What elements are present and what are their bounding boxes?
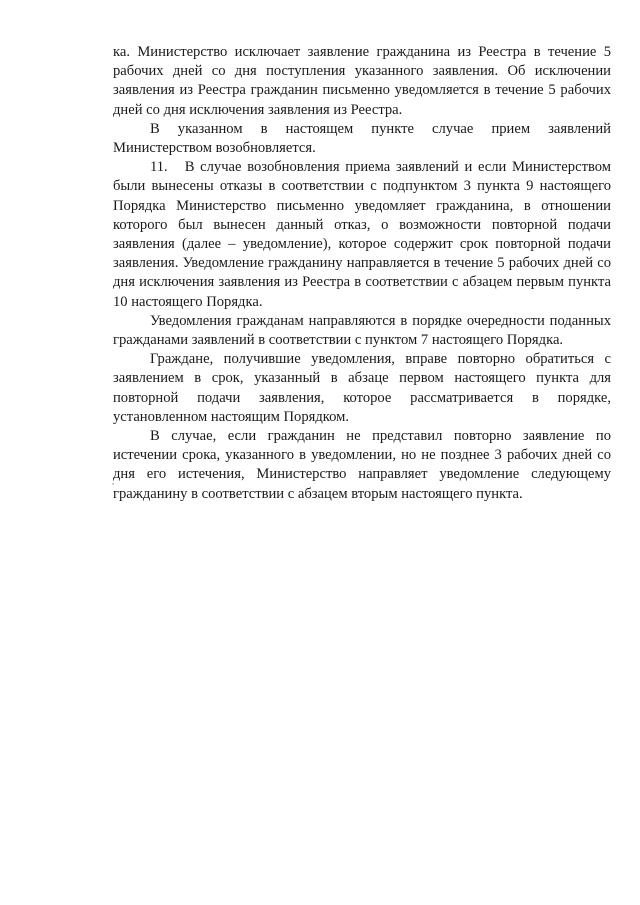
paragraph-resumption: В указанном в настоящем пункте случае прием заявлений Министерством возобновляется. — [113, 120, 611, 157]
item-11-text: В случае возобновления приема заявлений и если Министерством были вынесены отказы в соответствии с подпунктом 3 пункта 9 настоящего Порядка Министерство письменно уведомляет гражданина, в отношении которого был вынесен данный отказ, о возможности повторной подачи заявления (далее – уведомление), которое содержит срок повторной подачи заявления. Уведомление гражданину направляется в течение 5 рабочих дней со дня исключения заявления из Реестра в соответствии с абзацем первым пункта 10 настоящего Порядка. — [113, 159, 611, 310]
paragraph-reapplication: Граждане, получившие уведомления, вправе повторно обратиться с заявлением в срок, указанный в абзаце первом настоящего пункта для повторной подачи заявления, которое рассматривается в порядке, установленном настоящим Порядком. — [113, 351, 611, 425]
paragraph-notification-order: Уведомления гражданам направляются в порядке очередности поданных гражданами заявлений в соответствии с пунктом 7 настоящего Порядка. — [113, 312, 611, 349]
paragraph-item-11 — [113, 158, 611, 312]
paragraph-expiry: В случае, если гражданин не представил повторно заявление по истечении срока, указанного в уведомлении, но не позднее 3 рабочих дней со дня его истечения, Министерство направляет уведомление следующему гражданину в соответствии с абзацем вторым настоящего пункта. — [113, 428, 611, 502]
scan-speck — [112, 483, 114, 485]
paragraph-continuation: ка. Министерство исключает заявление гражданина из Реестра в течение 5 рабочих дней со дня поступления указанного заявления. Об исключении заявления из Реестра гражданин письменно уведомляется в течение 5 рабочих дней со дня исключения заявления из Реестра. — [113, 44, 611, 118]
item-number: 11. — [150, 159, 168, 176]
document-body — [113, 43, 611, 504]
